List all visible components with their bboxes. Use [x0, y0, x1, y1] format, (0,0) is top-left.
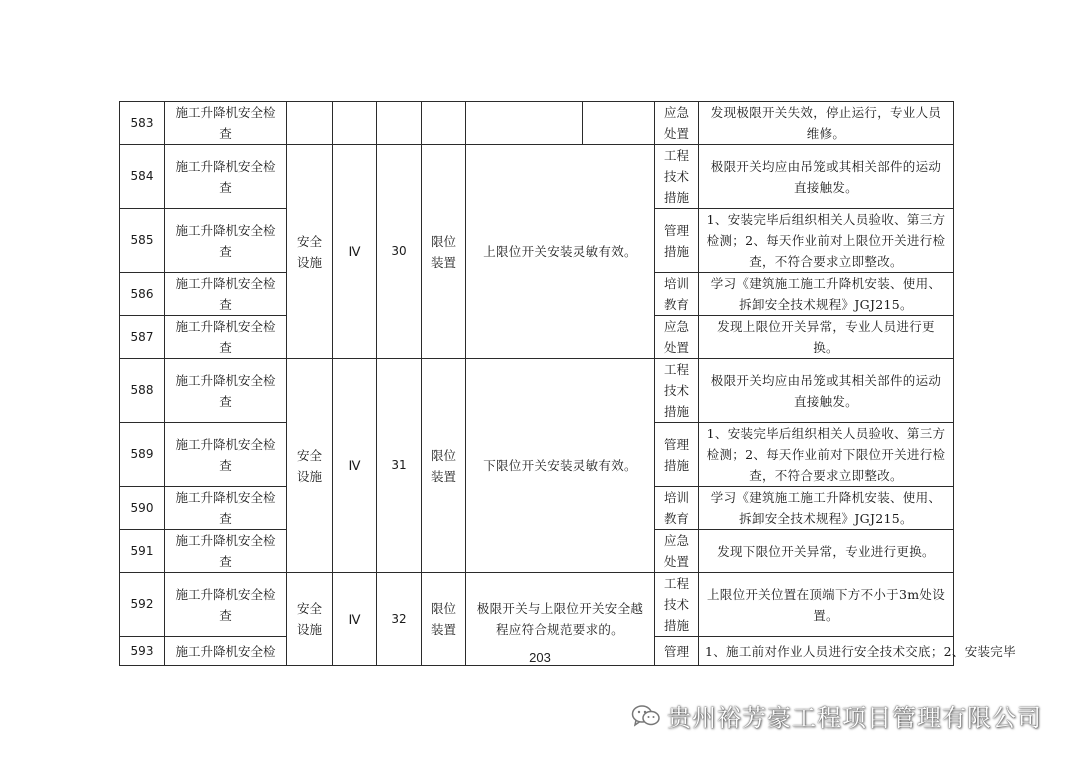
risk-level: Ⅳ [333, 145, 377, 359]
risk-level: Ⅳ [333, 573, 377, 666]
measure-type: 管理 [655, 637, 699, 666]
measure-type: 管理 措施 [655, 423, 699, 487]
check-item: 施工升降机安全检查 [165, 487, 287, 530]
table-row [120, 573, 954, 637]
row-number: 585 [120, 209, 165, 273]
check-item: 施工升降机安全检查 [165, 145, 287, 209]
table-row [120, 145, 954, 209]
check-item: 施工升降机安全检查 [165, 530, 287, 573]
check-item: 施工升降机安全检查 [165, 423, 287, 487]
empty-cell [333, 102, 377, 145]
sequence-number: 32 [377, 573, 422, 666]
hazard-description: 下限位开关安装灵敏有效。 [466, 359, 655, 573]
hazard-category: 安全 设施 [287, 573, 333, 666]
row-number: 586 [120, 273, 165, 316]
measure-type: 应急 处置 [655, 316, 699, 359]
check-item: 施工升降机安全检查 [165, 102, 287, 145]
hazard-category: 安全 设施 [287, 145, 333, 359]
measure-type: 应急 处置 [655, 102, 699, 145]
check-item: 施工升降机安全检查 [165, 209, 287, 273]
sequence-number: 31 [377, 359, 422, 573]
hazard-part: 限位 装置 [422, 359, 466, 573]
row-number: 592 [120, 573, 165, 637]
page-number: 203 [529, 650, 551, 665]
measure-type: 工程 技术 措施 [655, 145, 699, 209]
empty-cell [287, 102, 333, 145]
measure-type: 工程 技术 措施 [655, 573, 699, 637]
measure-type: 管理 措施 [655, 209, 699, 273]
control-measure: 学习《建筑施工施工升降机安装、使用、拆卸安全技术规程》JGJ215。 [699, 487, 954, 530]
control-measure: 上限位开关位置在顶端下方不小于3m处设置。 [699, 573, 954, 637]
hazard-description: 极限开关与上限位开关安全越程应符合规范要求的。 [466, 573, 655, 666]
control-measure: 极限开关均应由吊笼或其相关部件的运动直接触发。 [699, 145, 954, 209]
hazard-description: 上限位开关安装灵敏有效。 [466, 145, 655, 359]
control-measure: 1、安装完毕后组织相关人员验收、第三方检测；2、每天作业前对上限位开关进行检查，不符合要求立即整改。 [699, 209, 954, 273]
measure-type: 应急 处置 [655, 530, 699, 573]
risk-level: Ⅳ [333, 359, 377, 573]
measure-type: 培训 教育 [655, 273, 699, 316]
table-row [120, 359, 954, 423]
row-number: 588 [120, 359, 165, 423]
control-measure: 1、施工前对作业人员进行安全技术交底；2、安装完毕 [699, 637, 954, 666]
table-row [120, 102, 954, 145]
check-item: 施工升降机安全检查 [165, 273, 287, 316]
watermark-text: 贵州裕芳豪工程项目管理有限公司 [667, 704, 1042, 732]
check-item: 施工升降机安全检查 [165, 316, 287, 359]
row-number: 593 [120, 637, 165, 666]
empty-cell [377, 102, 422, 145]
wechat-icon [631, 704, 661, 728]
check-item: 施工升降机安全检查 [165, 359, 287, 423]
check-item: 施工升降机安全检 [165, 637, 287, 666]
control-measure: 学习《建筑施工施工升降机安装、使用、拆卸安全技术规程》JGJ215。 [699, 273, 954, 316]
control-measure: 发现上限位开关异常，专业人员进行更换。 [699, 316, 954, 359]
watermark [631, 698, 1042, 733]
empty-cell [422, 102, 466, 145]
empty-cell [583, 102, 655, 145]
control-measure: 极限开关均应由吊笼或其相关部件的运动直接触发。 [699, 359, 954, 423]
row-number: 589 [120, 423, 165, 487]
control-measure: 发现极限开关失效，停止运行，专业人员维修。 [699, 102, 954, 145]
control-measure: 1、安装完毕后组织相关人员验收、第三方检测；2、每天作业前对下限位开关进行检查，不符合要求立即整改。 [699, 423, 954, 487]
row-number: 587 [120, 316, 165, 359]
control-measure: 发现下限位开关异常，专业进行更换。 [699, 530, 954, 573]
measure-type: 培训 教育 [655, 487, 699, 530]
hazard-category: 安全 设施 [287, 359, 333, 573]
hazard-part: 限位 装置 [422, 145, 466, 359]
row-number: 584 [120, 145, 165, 209]
empty-cell [466, 102, 583, 145]
row-number: 591 [120, 530, 165, 573]
hazard-part: 限位 装置 [422, 573, 466, 666]
sequence-number: 30 [377, 145, 422, 359]
measure-type: 工程 技术 措施 [655, 359, 699, 423]
row-number: 583 [120, 102, 165, 145]
check-item: 施工升降机安全检查 [165, 573, 287, 637]
hazard-control-table [119, 101, 1016, 666]
row-number: 590 [120, 487, 165, 530]
